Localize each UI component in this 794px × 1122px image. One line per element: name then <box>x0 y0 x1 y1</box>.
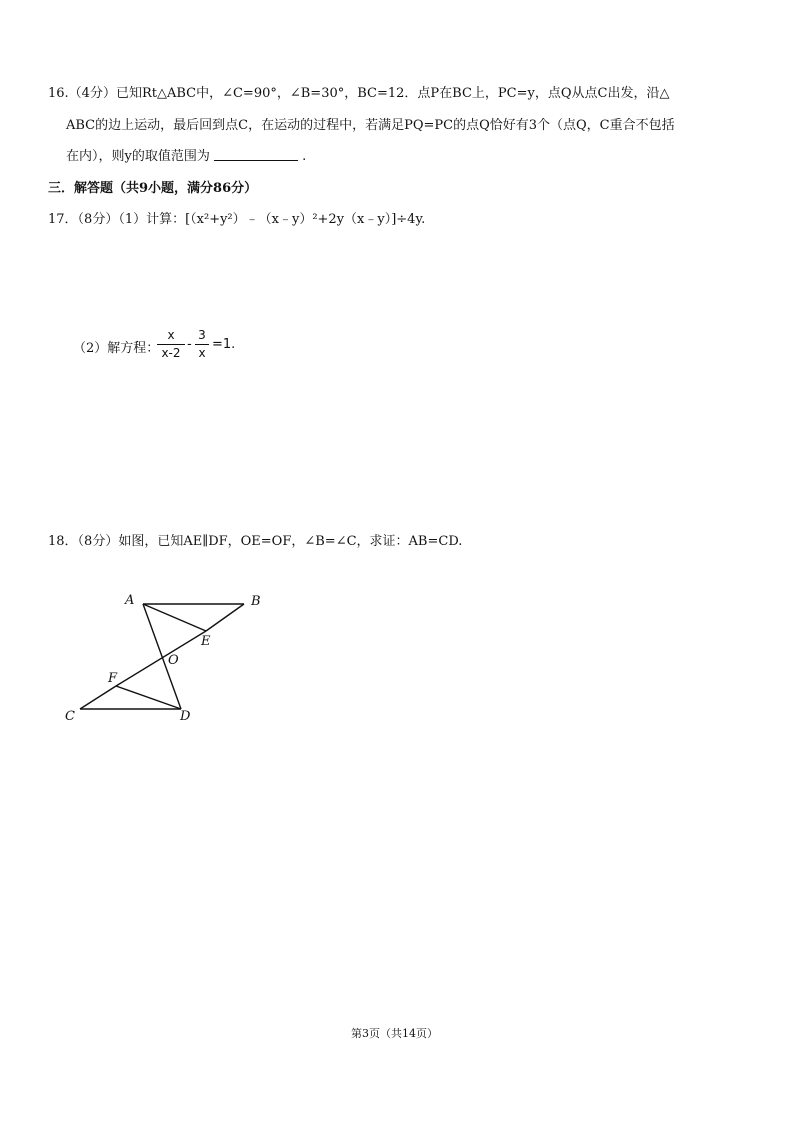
section-title: 三．解答题（共9小题，满分86分） <box>48 181 258 196</box>
equation-rhs: =1. <box>212 337 236 352</box>
frac2-denominator: x <box>198 346 206 360</box>
page-number: 第3页（共14页） <box>351 1027 438 1040</box>
label-b: B <box>251 594 261 609</box>
label-o: O <box>168 653 179 668</box>
q16-line3-text: 在内），则y的取值范围为 <box>66 149 210 164</box>
minus-sign: - <box>187 337 192 352</box>
q17-part2-label: （2）解方程： <box>73 341 160 356</box>
q16-line1: 16.（4分）已知Rt△ABC中，∠C=90°，∠B=30°，BC=12．点P在BC上，PC=y，点Q从点C出发，沿△ <box>48 86 670 101</box>
frac1-numerator: x <box>167 328 175 342</box>
frac1-denominator: x-2 <box>161 346 181 360</box>
q16-line2: ABC的边上运动，最后回到点C，在运动的过程中，若满足PQ=PC的点Q恰好有3个（点Q，C重合不包括 <box>66 118 675 133</box>
q16-line3-end: . <box>302 149 307 164</box>
segment-fc <box>80 686 116 709</box>
segment-fd <box>116 686 181 709</box>
frac2-numerator: 3 <box>198 328 206 342</box>
label-c: C <box>65 709 75 724</box>
label-e: E <box>201 634 211 649</box>
segment-be <box>206 604 244 631</box>
segment-ae <box>143 604 206 631</box>
q18-text: 18．（8分）如图，已知AE∥DF，OE=OF，∠B=∠C，求证：AB=CD. <box>48 534 463 549</box>
segment-ef <box>116 631 206 686</box>
label-d: D <box>180 709 191 724</box>
label-f: F <box>108 671 118 686</box>
q17-part1: 17．（8分）（1）计算：[（x²+y²）﹣（x﹣y）²+2y（x﹣y）]÷4y. <box>48 212 426 227</box>
label-a: A <box>125 593 135 608</box>
